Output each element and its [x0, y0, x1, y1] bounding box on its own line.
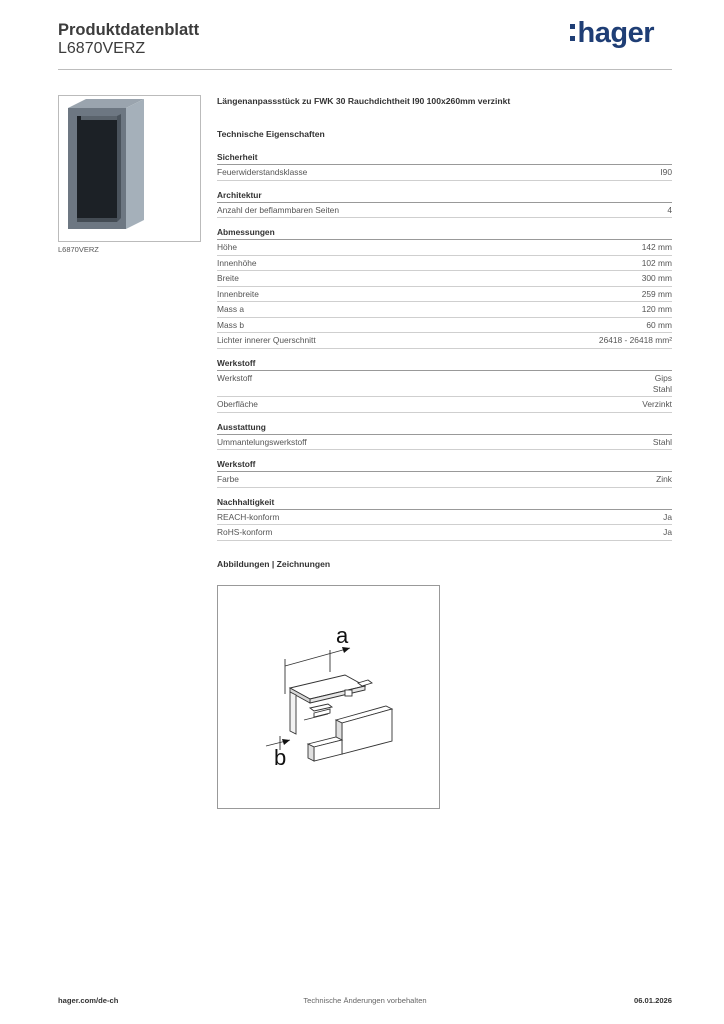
footer-website: hager.com/de-ch [58, 996, 119, 1005]
section-title: Werkstoff [217, 358, 672, 371]
spec-value: 300 mm [641, 273, 672, 283]
spec-label: REACH-konform [217, 511, 280, 522]
spec-value: 26418 - 26418 mm² [598, 335, 672, 345]
spec-label: Mass b [217, 319, 244, 330]
spec-label: Feuerwiderstandsklasse [217, 167, 308, 177]
drawing-label-b: b [274, 745, 287, 770]
section-title: Ausstattung [217, 422, 672, 435]
product-frame-image [59, 96, 200, 241]
spec-row [217, 472, 672, 488]
spec-row [217, 256, 672, 272]
spec-value: 4 [667, 204, 672, 215]
images-heading: Abbildungen | Zeichnungen [217, 558, 331, 569]
spec-value: Ja [663, 527, 672, 537]
section-title: Werkstoff [217, 459, 672, 472]
section-nachhaltigkeit [217, 497, 672, 541]
logo-dots-icon [570, 24, 576, 41]
spec-row [217, 435, 672, 451]
thumbnail-caption: L6870VERZ [58, 245, 99, 254]
footer-disclaimer: Technische Änderungen vorbehalten [303, 996, 427, 1005]
spec-row [217, 165, 672, 181]
product-description: Längenanpassstück zu FWK 30 Rauchdichtheit I90 100x260mm verzinkt [217, 96, 511, 106]
spec-value: 102 mm [641, 257, 672, 268]
spec-label: Farbe [217, 474, 239, 484]
section-title: Sicherheit [217, 152, 672, 165]
spec-label: RoHS-konform [217, 527, 273, 537]
spec-row [217, 371, 672, 398]
spec-label: Lichter innerer Querschnitt [217, 335, 316, 345]
section-title: Nachhaltigkeit [217, 497, 672, 510]
drawing-label-a: a [336, 623, 349, 648]
product-thumbnail [58, 95, 201, 242]
spec-row [217, 397, 672, 413]
spec-value: Gips Stahl [652, 372, 672, 394]
spec-row [217, 302, 672, 318]
spec-label: Innenhöhe [217, 257, 257, 268]
specs-content [217, 96, 672, 569]
section-werkstoff-farbe [217, 459, 672, 488]
section-title: Abmessungen [217, 227, 672, 240]
spec-row [217, 525, 672, 541]
spec-value: Zink [656, 474, 672, 484]
spec-row [217, 287, 672, 303]
spec-value: Stahl [652, 436, 672, 447]
technical-drawing [217, 585, 440, 809]
section-sicherheit [217, 152, 672, 181]
spec-row [217, 318, 672, 334]
spec-label: Anzahl der beflammbaren Seiten [217, 204, 339, 215]
section-werkstoff [217, 358, 672, 413]
spec-value: 60 mm [646, 319, 672, 330]
section-ausstattung [217, 422, 672, 451]
spec-value: Verzinkt [642, 399, 672, 409]
spec-label: Werkstoff [217, 372, 253, 383]
section-title: Architektur [217, 190, 672, 203]
spec-row [217, 240, 672, 256]
logo-text: hager [577, 17, 654, 49]
tech-heading: Technische Eigenschaften [217, 129, 325, 139]
spec-value: Ja [663, 511, 672, 522]
spec-label: Ummantelungswerkstoff [217, 436, 307, 447]
spec-value: I90 [660, 167, 672, 177]
spec-row [217, 203, 672, 219]
page-header [58, 17, 672, 70]
spec-label: Höhe [217, 242, 238, 252]
spec-label: Innenbreite [217, 288, 259, 299]
spec-row [217, 271, 672, 287]
spec-row [217, 333, 672, 349]
spec-value: 120 mm [641, 304, 672, 314]
footer-date: 06.01.2026 [633, 996, 672, 1005]
product-code: L6870VERZ [58, 40, 146, 57]
section-architektur [217, 190, 672, 219]
dimension-drawing-image [218, 586, 439, 808]
spec-value: 142 mm [641, 242, 672, 252]
spec-label: Oberfläche [217, 399, 258, 409]
spec-label: Mass a [217, 304, 244, 314]
hager-logo [570, 17, 654, 50]
section-abmessungen [217, 227, 672, 349]
spec-row [217, 510, 672, 526]
spec-value: 259 mm [641, 288, 672, 299]
spec-label: Breite [217, 273, 239, 283]
document-title: Produktdatenblatt [58, 21, 200, 39]
